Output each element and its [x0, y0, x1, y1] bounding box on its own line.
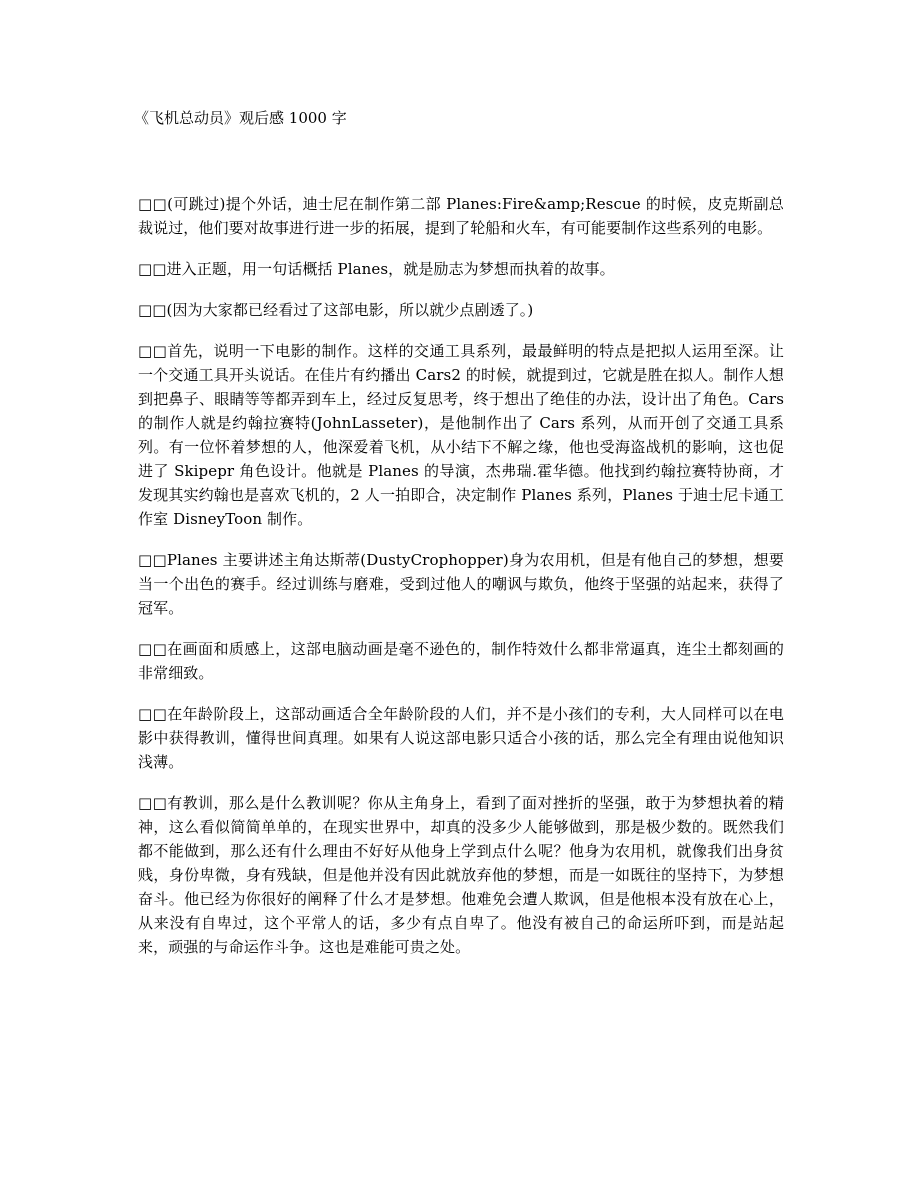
paragraph-plot: □□Planes 主要讲述主角达斯蒂(DustyCrophopper)身为农用机，但是有他自己的梦想，想要当一个出色的赛手。经过训练与磨难，受到过他人的嘲讽与欺负，他终于坚强的站起来，获得了冠军。: [138, 551, 784, 617]
document-title: 《飞机总动员》观后感 1000 字: [134, 109, 347, 127]
paragraph-production: □□首先，说明一下电影的制作。这样的交通工具系列，最最鲜明的特点是把拟人运用至深。让一个交通工具开头说话。在佳片有约播出 Cars2 的时候，就提到过，它就是胜在拟人。制作人想到把鼻子、眼睛等等都弄到车上，经过反复思考，终于想出了绝佳的办法，设计出了角色。Cars 的制作人就是约翰拉赛特(JohnLasseter)，是他制作出了 Cars 系列，从而开创了交通工具系列。有一位怀着梦想的人，他深爱着飞机，从小结下不解之缘，他也受海盗战机的影响，这也促进了 Skipepr 角色设计。他就是 Planes 的导演，杰弗瑞.霍华德。他找到约翰拉赛特协商，才发现其实约翰也是喜欢飞机的，2 人一拍即合，决定制作 Planes 系列，Planes 于迪士尼卡通工作室 DisneyToon 制作。: [138, 342, 784, 528]
paragraph-aside: □□(可跳过)提个外话，迪士尼在制作第二部 Planes:Fire&amp;Rescue 的时候，皮克斯副总裁说过，他们要对故事进行进一步的拓展，提到了轮船和火车，有可能要制作这些系列的电影。: [138, 195, 784, 237]
paragraph-spoiler-note: □□(因为大家都已经看过了这部电影，所以就少点剧透了。): [138, 301, 534, 319]
paragraph-audience: □□在年龄阶段上，这部动画适合全年龄阶段的人们，并不是小孩们的专利，大人同样可以在电影中获得教训，懂得世间真理。如果有人说这部电影只适合小孩的话，那么完全有理由说他知识浅薄。: [138, 705, 784, 771]
paragraph-visuals: □□在画面和质感上，这部电脑动画是毫不逊色的，制作特效什么都非常逼真，连尘土都刻画的非常细致。: [138, 640, 784, 682]
paragraph-lesson: □□有教训，那么是什么教训呢？你从主角身上，看到了面对挫折的坚强，敢于为梦想执着的精神，这么看似简简单单的，在现实世界中，却真的没多少人能够做到，那是极少数的。既然我们都不能做到，那么还有什么理由不好好从他身上学到点什么呢？他身为农用机，就像我们出身贫贱，身份卑微，身有残缺，但是他并没有因此就放弃他的梦想，而是一如既往的坚持下，为梦想奋斗。他已经为你很好的阐释了什么才是梦想。他难免会遭人欺讽，但是他根本没有放在心上，从来没有自卑过，这个平常人的话，多少有点自卑了。他没有被自己的命运所吓到，而是站起来，顽强的与命运作斗争。这也是难能可贵之处。: [138, 794, 784, 956]
document-body: [138, 192, 784, 976]
paragraph-summary: □□进入正题，用一句话概括 Planes，就是励志为梦想而执着的故事。: [138, 260, 615, 278]
